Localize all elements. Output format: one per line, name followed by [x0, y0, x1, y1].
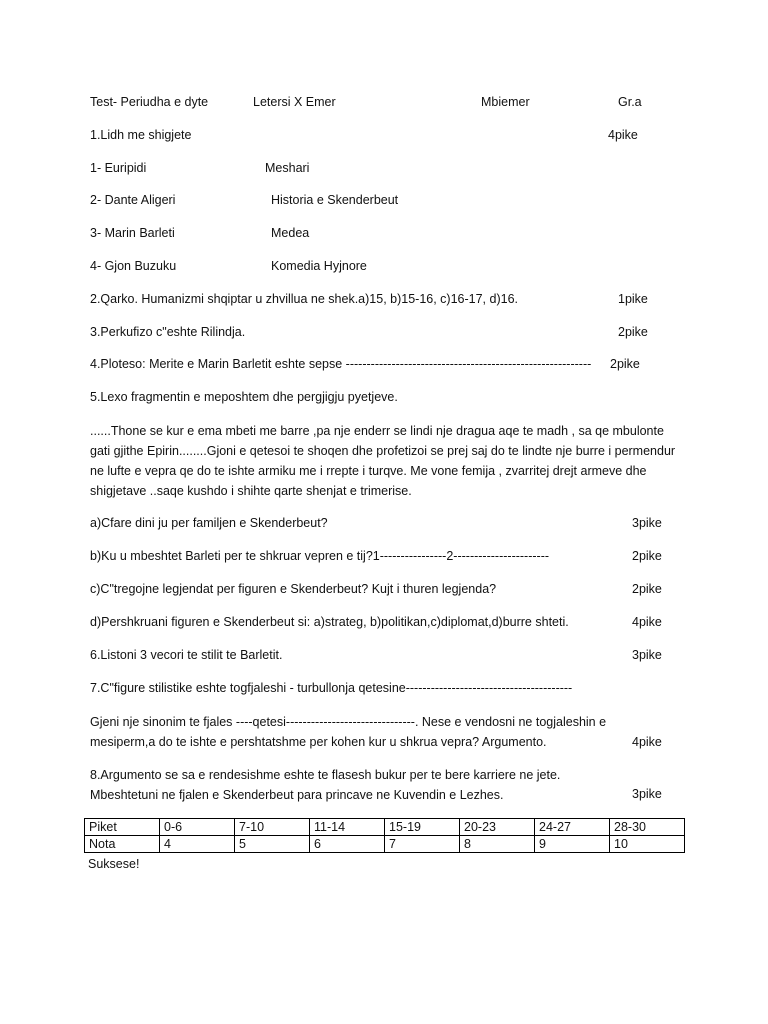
question-2-points: 1pike: [618, 292, 648, 306]
question-5-title: 5.Lexo fragmentin e meposhtem dhe pergjigju pyetjeve.: [90, 390, 398, 404]
subject-name-label: Letersi X Emer: [253, 95, 336, 109]
table-cell: 5: [235, 836, 310, 853]
table-cell: Nota: [85, 836, 160, 853]
grading-table: [84, 818, 685, 853]
match-right-3: Medea: [271, 226, 310, 240]
match-left-2: 2- Dante Aligeri: [90, 193, 176, 207]
question-5b-points: 2pike: [632, 549, 662, 563]
question-4-text: 4.Ploteso: Merite e Marin Barletit eshte sepse -----------------------------------------------------------: [90, 357, 592, 371]
table-cell: 9: [535, 836, 610, 853]
surname-label: Mbiemer: [481, 95, 530, 109]
question-3-points: 2pike: [618, 325, 648, 339]
question-5c-points: 2pike: [632, 582, 662, 596]
table-cell: 10: [610, 836, 685, 853]
question-2-text: 2.Qarko. Humanizmi shqiptar u zhvillua ne shek.a)15, b)15-16, c)16-17, d)16.: [90, 292, 518, 306]
question-5c-text: c)C"tregojne legjendat per figuren e Skenderbeut? Kujt i thuren legjenda?: [90, 582, 497, 596]
question-5b-text: b)Ku u mbeshtet Barleti per te shkruar vepren e tij?1----------------2-----------------------: [90, 549, 550, 563]
table-cell: 11-14: [310, 819, 385, 836]
table-row: [85, 836, 685, 853]
question-5d-text: d)Pershkruani figuren e Skenderbeut si: a)strateg, b)politikan,c)diplomat,d)burre shteti.: [90, 615, 569, 629]
match-left-1: 1- Euripidi: [90, 161, 147, 175]
table-cell: 0-6: [160, 819, 235, 836]
table-cell: 4: [160, 836, 235, 853]
table-cell: 24-27: [535, 819, 610, 836]
table-cell: 15-19: [385, 819, 460, 836]
question-7-subtext: Gjeni nje sinonim te fjales ----qetesi-------------------------------. Nese e vendosni ne togjaleshin e mesiperm,a do te ishte e pershtatshme per kohen kur u shkrua vepra? Argumento.: [90, 715, 607, 749]
match-right-1: Meshari: [265, 161, 310, 175]
question-8-points: 3pike: [632, 787, 662, 801]
question-1-points: 4pike: [608, 128, 638, 142]
question-7-text: 7.C"figure stilistike eshte togfjaleshi - turbullonja qetesine----------------------------------------: [90, 681, 573, 695]
question-5d-points: 4pike: [632, 615, 662, 629]
table-row: [85, 819, 685, 836]
closing-text: Suksese!: [88, 857, 140, 871]
match-right-4: Komedia Hyjnore: [271, 259, 367, 273]
match-left-3: 3- Marin Barleti: [90, 226, 175, 240]
table-cell: 7: [385, 836, 460, 853]
question-7-points: 4pike: [632, 735, 662, 749]
table-cell: 28-30: [610, 819, 685, 836]
match-right-2: Historia e Skenderbeut: [271, 193, 399, 207]
question-3-text: 3.Perkufizo c"eshte Rilindja.: [90, 325, 246, 339]
question-8-text: 8.Argumento se sa e rendesishme eshte te flasesh bukur per te bere karriere ne jete. Mbeshtetuni ne fjalen e Skenderbeut para princave ne Kuvendin e Lezhes.: [90, 768, 561, 802]
table-cell: 8: [460, 836, 535, 853]
question-5-fragment: ......Thone se kur e ema mbeti me barre ,pa nje enderr se lindi nje dragua aqe te madh , sa qe mbulonte gati gjithe Epirin........Gjoni e qetesoi te shoqen dhe profetizoi se prej saj do te lindte nje burre i permendur ne lufte e vepra qe do te ishte armiku me i rrepte i turqve. Me vone femija , zvarritej drejt armeve dhe shigjetave ..saqe kushdo i shihte qarte shenjat e trimerise.: [90, 424, 676, 498]
question-6-text: 6.Listoni 3 vecori te stilit te Barletit.: [90, 648, 283, 662]
group-label: Gr.a: [618, 95, 642, 109]
table-cell: 6: [310, 836, 385, 853]
test-title: Test- Periudha e dyte: [90, 95, 209, 109]
table-cell: 7-10: [235, 819, 310, 836]
question-4-points: 2pike: [610, 357, 640, 371]
table-cell: 20-23: [460, 819, 535, 836]
question-5a-text: a)Cfare dini ju per familjen e Skenderbeut?: [90, 516, 328, 530]
question-1-title: 1.Lidh me shigjete: [90, 128, 192, 142]
question-6-points: 3pike: [632, 648, 662, 662]
table-cell: Piket: [85, 819, 160, 836]
match-left-4: 4- Gjon Buzuku: [90, 259, 177, 273]
question-5a-points: 3pike: [632, 516, 662, 530]
